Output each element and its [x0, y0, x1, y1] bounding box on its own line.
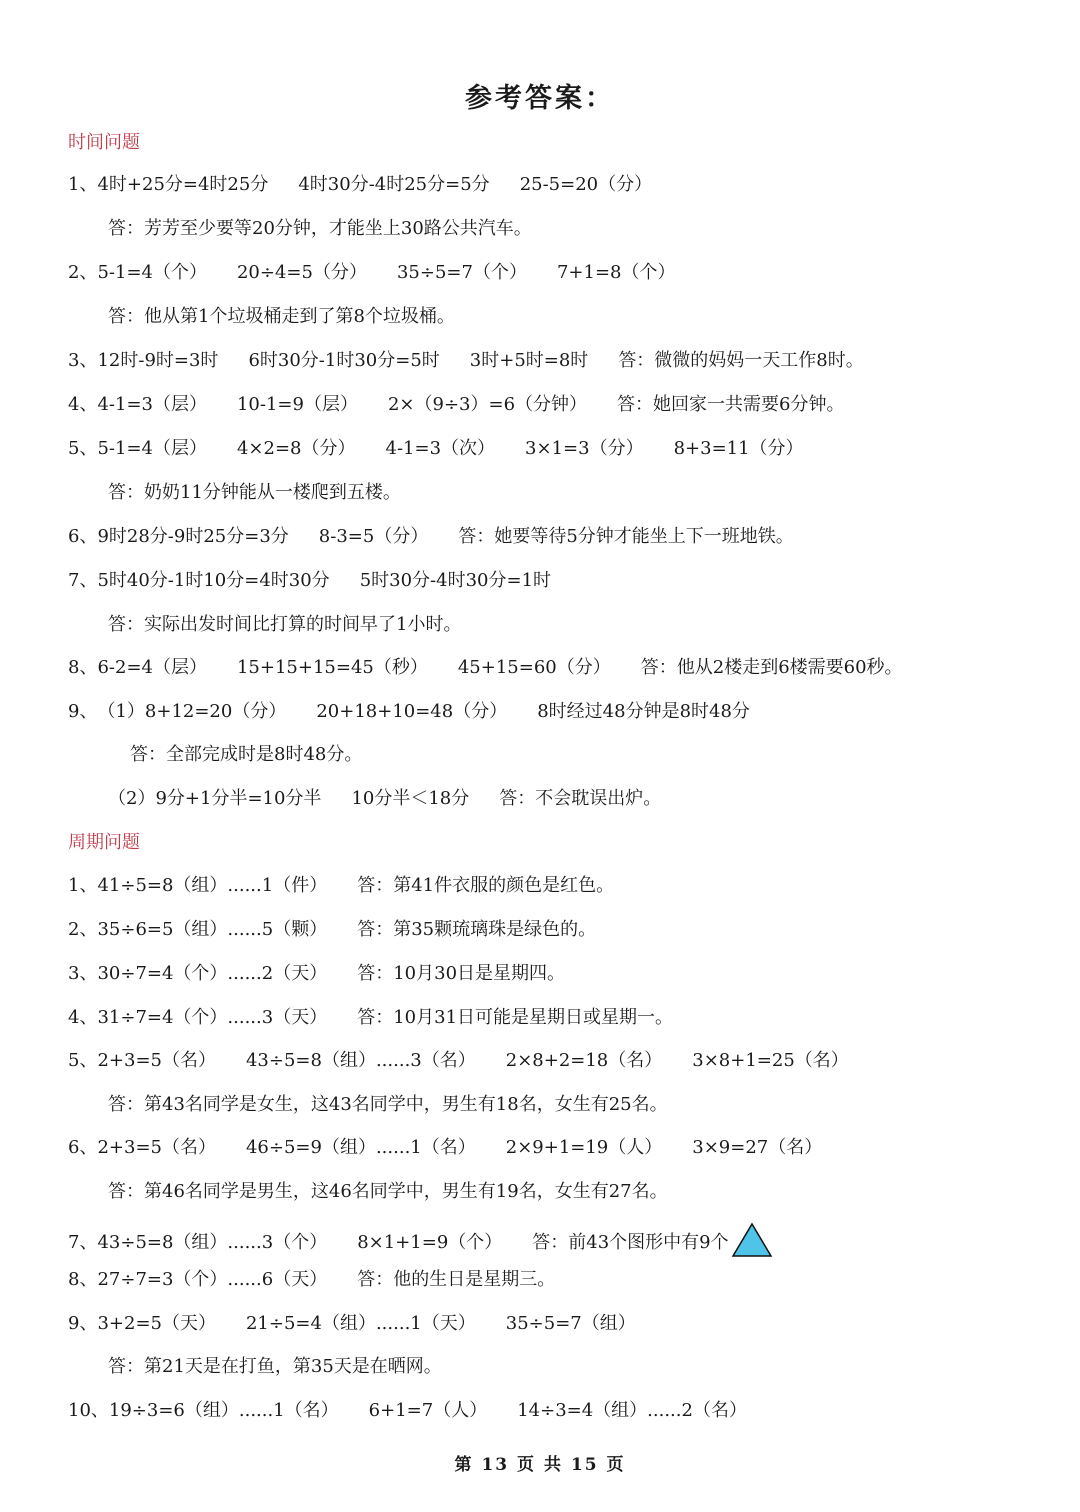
solution-step: 答：她要等待5分钟才能坐上下一班地铁。	[458, 526, 794, 547]
solution-line	[68, 1222, 773, 1253]
solution-step: 答：他的生日是星期三。	[357, 1269, 556, 1290]
solution-step: 答：前43个图形中有9个	[532, 1232, 729, 1253]
solution-step: 4-1=3（次）	[385, 438, 496, 459]
solution-step: 12时-9时=3时	[97, 350, 219, 371]
solution-step: 8-3=5（分）	[318, 526, 429, 547]
solution-step: 4时+25分=4时25分	[97, 174, 269, 195]
solution-line	[68, 654, 903, 682]
solution-step: 7+1=8（个）	[556, 262, 676, 283]
solution-step: 20÷4=5（分）	[236, 262, 367, 283]
solution-line	[68, 872, 614, 900]
solution-step: 2×（9÷3）=6（分钟）	[387, 394, 588, 415]
answer-line: 答：全部完成时是8时48分。	[130, 744, 363, 765]
item-number: 9、	[68, 701, 98, 722]
solution-step: 43÷5=8（组）......3（名）	[245, 1050, 476, 1071]
solution-step: 25-5=20（分）	[519, 174, 653, 195]
solution-step: 10分半＜18分	[351, 788, 470, 809]
solution-line	[68, 1310, 636, 1338]
answer-line: 答：第21天是在打鱼，第35天是在晒网。	[108, 1356, 442, 1377]
solution-step: 6时30分-1时30分=5时	[248, 350, 440, 371]
solution-step: 15+15+15=45（秒）	[236, 657, 428, 678]
solution-step: 3×8+1=25（名）	[692, 1050, 849, 1071]
solution-step: 答：10月30日是星期四。	[357, 963, 566, 984]
triangle-icon	[731, 1222, 773, 1258]
solution-step: 35÷5=7（个）	[396, 262, 527, 283]
item-number: 8、	[68, 657, 98, 678]
solution-step: 3×9=27（名）	[692, 1137, 823, 1158]
solution-line	[68, 1134, 822, 1162]
solution-line	[68, 347, 864, 375]
solution-step: 答：她回家一共需要6分钟。	[617, 394, 845, 415]
solution-step: 9时28分-9时25分=3分	[97, 526, 289, 547]
solution-step: 6+1=7（人）	[368, 1400, 488, 1421]
solution-step: 27÷7=3（个）......6（天）	[97, 1269, 328, 1290]
item-number: 6、	[68, 526, 98, 547]
answer-line: 答：他从第1个垃圾桶走到了第8个垃圾桶。	[108, 306, 455, 327]
solution-step: 30÷7=4（个）......2（天）	[97, 963, 328, 984]
solution-step: 8+3=11（分）	[673, 438, 804, 459]
solution-line	[68, 698, 750, 726]
answer-line: 答：芳芳至少要等20分钟，才能坐上30路公共汽车。	[108, 218, 532, 239]
section-heading: 周期问题	[68, 832, 140, 853]
item-number: 5、	[68, 438, 98, 459]
solution-step: 6-2=4（层）	[97, 657, 207, 678]
item-number: 5、	[68, 1050, 98, 1071]
solution-step: 答：他从2楼走到6楼需要60秒。	[640, 657, 903, 678]
item-number: 6、	[68, 1137, 98, 1158]
solution-step: 31÷7=4（个）......3（天）	[97, 1007, 328, 1028]
solution-step: 4时30分-4时25分=5分	[298, 174, 490, 195]
solution-line	[108, 785, 661, 813]
item-number: 4、	[68, 394, 98, 415]
solution-step: 35÷5=7（组）	[505, 1313, 636, 1334]
item-number: 10、	[68, 1400, 109, 1421]
solution-step: 43÷5=8（组）......3（个）	[97, 1232, 328, 1253]
solution-step: 答：不会耽误出炉。	[499, 788, 662, 809]
item-number: 7、	[68, 570, 98, 591]
solution-step: 8时经过48分钟是8时48分	[537, 701, 750, 722]
solution-step: 答：10月31日可能是星期日或星期一。	[357, 1007, 674, 1028]
solution-step: 45+15=60（分）	[457, 657, 611, 678]
answer-line: 答：奶奶11分钟能从一楼爬到五楼。	[108, 482, 401, 503]
solution-line	[68, 916, 596, 944]
answer-line: 答：第43名同学是女生，这43名同学中，男生有18名，女生有25名。	[108, 1094, 668, 1115]
solution-step: （1）8+12=20（分）	[97, 701, 287, 722]
solution-step: （2）9分+1分半=10分半	[108, 788, 322, 809]
solution-step: 46÷5=9（组）......1（名）	[245, 1137, 476, 1158]
solution-step: 3时+5时=8时	[469, 350, 589, 371]
solution-step: 3×1=3（分）	[525, 438, 644, 459]
solution-line	[68, 567, 551, 595]
item-number: 3、	[68, 963, 98, 984]
item-number: 7、	[68, 1232, 98, 1253]
solution-step: 10-1=9（层）	[236, 394, 358, 415]
item-number: 2、	[68, 262, 98, 283]
answer-line: 答：第46名同学是男生，这46名同学中，男生有19名，女生有27名。	[108, 1181, 668, 1202]
solution-step: 3+2=5（天）	[97, 1313, 216, 1334]
solution-line	[68, 1004, 673, 1032]
solution-step: 5时40分-1时10分=4时30分	[97, 570, 330, 591]
solution-step: 4-1=3（层）	[97, 394, 207, 415]
solution-line	[68, 960, 565, 988]
solution-step: 2×9+1=19（人）	[505, 1137, 663, 1158]
solution-step: 2+3=5（名）	[97, 1137, 216, 1158]
solution-line	[68, 1047, 849, 1075]
solution-step: 4×2=8（分）	[236, 438, 356, 459]
solution-step: 21÷5=4（组）......1（天）	[245, 1313, 476, 1334]
solution-step: 5-1=4（个）	[97, 262, 207, 283]
solution-step: 20+18+10=48（分）	[316, 701, 508, 722]
item-number: 3、	[68, 350, 98, 371]
answer-line: 答：实际出发时间比打算的时间早了1小时。	[108, 614, 462, 635]
solution-step: 答：微微的妈妈一天工作8时。	[618, 350, 864, 371]
solution-step: 35÷6=5（组）......5（颗）	[97, 919, 328, 940]
item-number: 9、	[68, 1313, 98, 1334]
item-number: 1、	[68, 174, 98, 195]
item-number: 2、	[68, 919, 98, 940]
solution-step: 答：第35颗琉璃珠是绿色的。	[357, 919, 597, 940]
item-number: 8、	[68, 1269, 98, 1290]
solution-step: 答：第41件衣服的颜色是红色。	[357, 875, 615, 896]
solution-step: 5-1=4（层）	[97, 438, 207, 459]
solution-step: 41÷5=8（组）......1（件）	[97, 875, 328, 896]
solution-step: 5时30分-4时30分=1时	[359, 570, 552, 591]
solution-line	[68, 391, 844, 419]
solution-line	[68, 435, 804, 463]
item-number: 4、	[68, 1007, 98, 1028]
item-number: 1、	[68, 875, 98, 896]
solution-step: 2+3=5（名）	[97, 1050, 216, 1071]
solution-line	[68, 523, 794, 551]
solution-step: 2×8+2=18（名）	[505, 1050, 663, 1071]
section-heading: 时间问题	[68, 132, 140, 153]
solution-step: 19÷3=6（组）......1（名）	[108, 1400, 339, 1421]
page-title: 参考答案：	[465, 83, 615, 114]
solution-step: 14÷3=4（组）......2（名）	[517, 1400, 747, 1421]
solution-line	[68, 259, 675, 287]
solution-line	[68, 171, 652, 199]
solution-line	[68, 1266, 555, 1294]
solution-line	[68, 1397, 747, 1425]
solution-step: 8×1+1=9（个）	[357, 1232, 503, 1253]
page-footer: 第 13 页 共 15 页	[454, 1455, 626, 1475]
